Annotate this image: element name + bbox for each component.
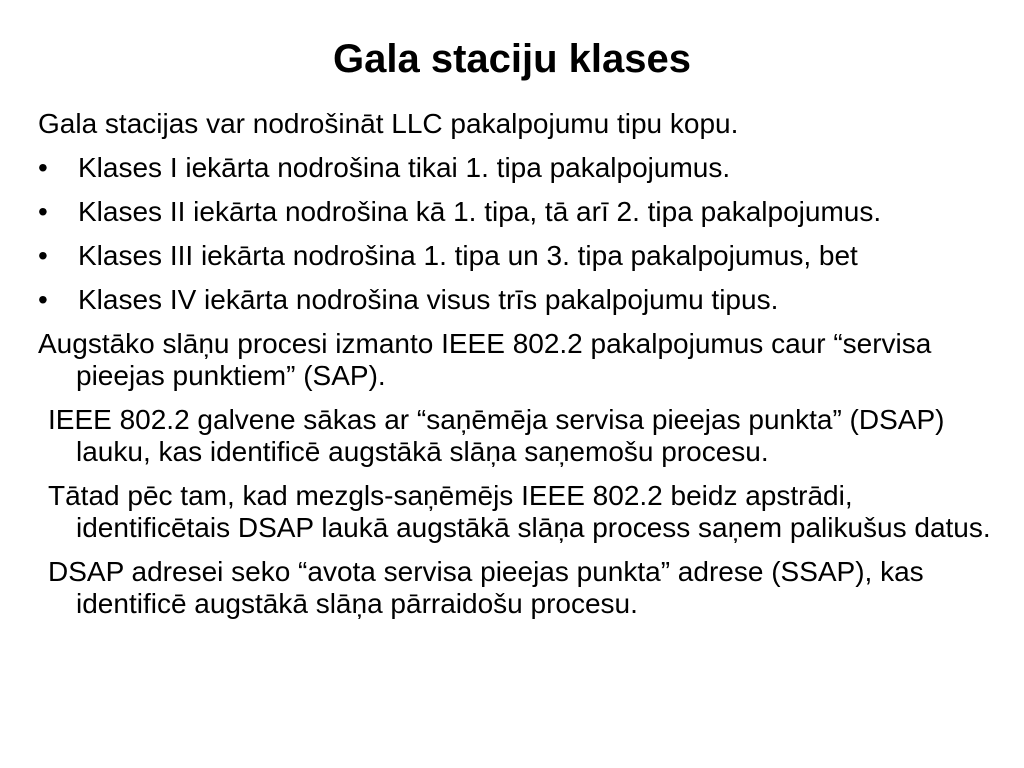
bullet-dot-icon: • <box>38 284 48 315</box>
bullet-text: Klases III iekārta nodrošina 1. tipa un 3. tipa pakalpojumus, bet <box>78 240 858 271</box>
receiver-paragraph: Tātad pēc tam, kad mezgls-saņēmējs IEEE 802.2 beidz apstrādi, identificētais DSAP laukā augstākā slāņa process saņem palikušus datus. <box>48 480 991 543</box>
slide-body <box>38 108 1010 632</box>
bullet-text: Klases IV iekārta nodrošina visus trīs pakalpojumu tipus. <box>78 284 779 315</box>
bullet-dot-icon: • <box>38 240 48 271</box>
bullet-item-class-2 <box>38 196 1010 228</box>
bullet-text: Klases II iekārta nodrošina kā 1. tipa, tā arī 2. tipa pakalpojumus. <box>78 196 882 227</box>
bullet-item-class-3 <box>38 240 1010 272</box>
ssap-paragraph: DSAP adresei seko “avota servisa pieejas punkta” adrese (SSAP), kas identificē augstākā slāņa pārraidošu procesu. <box>48 556 924 619</box>
bullet-text: Klases I iekārta nodrošina tikai 1. tipa pakalpojumus. <box>78 152 731 183</box>
bullet-dot-icon: • <box>38 196 48 227</box>
bullet-item-class-4 <box>38 284 1010 316</box>
bullet-dot-icon: • <box>38 152 48 183</box>
intro-paragraph: Gala stacijas var nodrošināt LLC pakalpojumu tipu kopu. <box>38 108 739 139</box>
dsap-paragraph: IEEE 802.2 galvene sākas ar “saņēmēja servisa pieejas punkta” (DSAP) lauku, kas identificē augstākā slāņa saņemošu procesu. <box>48 404 945 467</box>
slide-title: Gala staciju klases <box>332 37 691 81</box>
bullet-item-class-1 <box>38 152 1010 184</box>
sap-paragraph: Augstāko slāņu procesi izmanto IEEE 802.2 pakalpojumus caur “servisa pieejas punktiem” (SAP). <box>38 328 932 391</box>
